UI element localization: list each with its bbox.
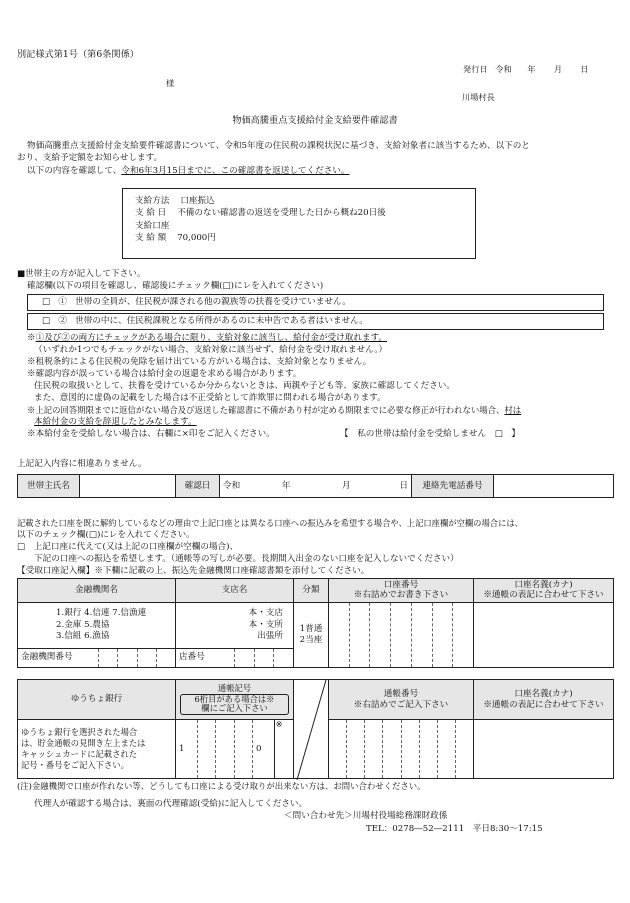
date-era: 令和	[220, 475, 258, 498]
inst-types[interactable]: 1.銀行 4.信連 7.信漁連 2.金庫 5.農協 3.信組 6.漁協	[18, 603, 176, 649]
yucho-kana-input[interactable]	[474, 720, 614, 779]
head-name-label: 世帯主氏名	[18, 475, 80, 498]
issuer: 川場村長	[462, 92, 495, 102]
name-header: 口座名義(カナ) ※通帳の表記に合わせて下さい	[474, 579, 614, 603]
intro-line-2: おり、支給予定額をお知らせします。	[17, 153, 163, 163]
payment-method: 支給方法 口座振込	[135, 196, 215, 206]
date-month[interactable]: 月	[294, 475, 354, 498]
footer-contact: ＜問い合わせ先＞川場村役場総務課財政係	[284, 811, 448, 821]
type-header: 分類	[294, 579, 329, 603]
date-label: 確認日	[176, 475, 220, 498]
yucho-sym-cells[interactable]: 1 0 ※	[176, 720, 294, 779]
form-id: 別記様式第1号（第6条関係）	[17, 49, 139, 60]
acct-types[interactable]: 1普通 2当座	[294, 603, 329, 668]
yucho-desc: ゆうちょ銀行を選択された場合 は、貯金通帳の見開き左上または キャッシュカードに記載された 記号・番号をご記入下さい。	[18, 720, 176, 779]
payment-amount: 支 給 額 70,000円	[135, 233, 216, 243]
checkbox-1[interactable]: □	[42, 297, 51, 307]
note-1b: （いずれか1つでもチェックがない場合、支給対象に該当せず、給付金を受け取れません。）	[34, 345, 388, 355]
yucho-table	[17, 679, 614, 779]
note-3: ※確認内容が誤っている場合は給付金の返還を求める場合があります。	[27, 369, 302, 379]
inst-header: 金融機関名	[18, 579, 176, 603]
issue-date: 発行日 令和 年 月 日	[463, 64, 589, 74]
change-line-5: 【受取口座記入欄】※下欄に記載の上、振込先金融機関口座確認書類を添付してください。	[17, 566, 370, 576]
decline-check[interactable]: 【 私の世帯は給付金を受給しません □ 】	[340, 429, 520, 439]
note-4: 住民税の取扱いとして、扶養を受けているか分からないときは、両親や子ども等、家族に確認してください。	[34, 381, 455, 391]
check-2[interactable]: □ ② 世帯の中に、住民税課税となる所得があるのに未申告である者はいません。	[42, 316, 368, 326]
note-5: また、意図的に虚偽の記載をした場合は不正受給として詐欺罪に問われる場合があります。	[34, 393, 386, 403]
note-6b: 本給付金の支給を辞退したとみなします。	[34, 417, 197, 427]
yucho-header: ゆうちょ銀行	[18, 680, 176, 720]
change-check[interactable]: □ 上記口座に代えて(又は上記の口座欄が空欄の場合)、	[17, 542, 239, 552]
yucho-num-header: 通帳番号 ※右詰めでご記入下さい	[329, 680, 474, 720]
date-day[interactable]: 日	[354, 475, 412, 498]
acct-header: 口座番号 ※右詰めでお書き下さい	[329, 579, 474, 603]
intro-line-3: 以下の内容を確認して、令和6年3月15日までに、この確認書を返送してください。	[27, 166, 350, 176]
inst-code-row[interactable]: 金融機関番号	[18, 648, 176, 667]
footer-tel: TEL：0278―52―2111 平日8:30～17:15	[366, 824, 543, 834]
payment-account: 支給口座	[135, 221, 170, 231]
change-line-1: 記載された口座を既に解約しているなどの理由で上記口座とは異なる口座への振込みを希望する場合や、上記口座欄が空欄の場合には、	[17, 518, 523, 528]
branch-code-row[interactable]: 店番号	[176, 648, 294, 667]
acct-number-cells[interactable]	[329, 603, 474, 668]
branch-types[interactable]: 本・支店 本・支所 出張所	[176, 603, 294, 649]
change-line-2: 以下のチェック欄(□)にレを入れてください。	[17, 530, 195, 540]
intro-line-1: 物価高騰重点支援給付金支給要件確認書について、令和5年度の住民税の課税状況に基づき、支給対象者に該当するため、以下のと	[27, 141, 530, 151]
date-year[interactable]: 年	[258, 475, 294, 498]
note-7: ※本給付金を受給しない場合は、右欄に×印をご記入ください。	[27, 429, 275, 439]
bank-table	[17, 578, 614, 668]
footer-proxy: 代理人が確認する場合は、裏面の代理確認(受給)に記入してください。	[34, 799, 308, 809]
payment-date: 支 給 日 不備のない確認書の返送を受理した日から概ね20日後	[135, 208, 386, 218]
phone-label: 連絡先電話番号	[412, 475, 494, 498]
acct-name-input[interactable]	[474, 603, 614, 668]
phone-input[interactable]	[494, 475, 614, 498]
household-heading: ■世帯主の方が記入して下さい。	[17, 269, 146, 279]
note-1: ※①及び②の両方にチェックがある場合に限り、支給対象に該当し、給付金が受け取れます。	[27, 333, 388, 343]
change-line-4: 下記の口座への振込を希望します。（通帳等の写しが必要。長期間入出金のない口座を記入しないでください）	[34, 554, 459, 564]
check-1[interactable]: □ ① 世帯の全員が、住民税が課される他の親族等の扶養を受けていません。	[42, 297, 351, 307]
yucho-num-cells[interactable]	[329, 720, 474, 779]
household-instruction: 確認欄(以下の項目を確認し、確認後にチェック欄(□)にレを入れてください)	[27, 281, 324, 291]
footer-note: (注)金融機関で口座が作れない等、どうしても口座による受け取りが出来ない方は、お問い合わせください。	[17, 781, 426, 791]
checkbox-2[interactable]: □	[42, 316, 51, 326]
branch-header: 支店名	[176, 579, 294, 603]
confirm-table	[17, 474, 614, 498]
slash-line	[294, 680, 329, 780]
page-title: 物価高騰重点支援給付金支給要件確認書	[232, 115, 398, 126]
note-2: ※租税条約による住民税の免除を届け出ている方がいる場合は、支給対象となりません。	[27, 357, 372, 367]
yucho-kana-header: 口座名義(カナ) ※通帳の表記に合わせて下さい	[474, 680, 614, 720]
head-name-input[interactable]	[80, 475, 176, 498]
yucho-sym-header: 通帳記号 6桁目がある場合は※ 欄にご記入下さい	[176, 680, 294, 720]
addressee-suffix: 様	[166, 78, 175, 88]
yucho-slash-cell	[294, 680, 329, 779]
note-6: ※上記の回答期限までに返信がない場合及び返送した確認書に不備があり村が定める期限までに必要な修正が行われない場合、村は	[27, 405, 522, 415]
confirm-statement: 上記記入内容に相違ありません。	[17, 459, 147, 469]
